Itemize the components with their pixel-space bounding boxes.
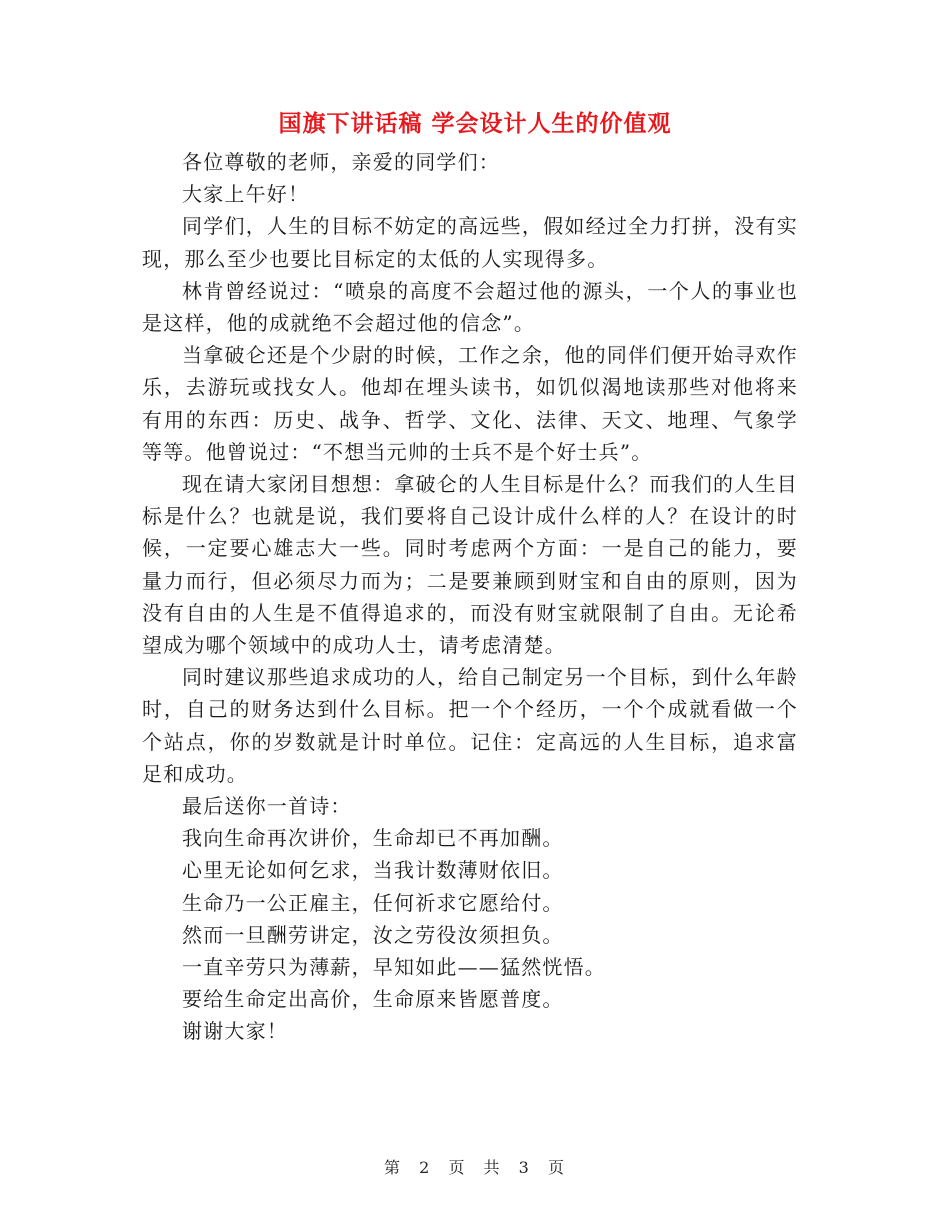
paragraph: 最后送你一首诗： xyxy=(182,794,352,819)
footer-total-pages: 3 xyxy=(518,1158,531,1177)
footer-current-page: 2 xyxy=(419,1158,432,1177)
poem-line: 我向生命再次讲价，生命却已不再加酬。 xyxy=(182,826,564,851)
paragraph-salutation: 各位尊敬的老师，亲爱的同学们： xyxy=(182,150,500,174)
paragraph: 林肯曾经说过：“喷泉的高度不会超过他的源头，一个人的事业也是这样，他的成就绝不会超过他的信念”。 xyxy=(142,278,798,336)
poem-line: 然而一旦酬劳讲定，汝之劳役汝须担负。 xyxy=(182,922,564,947)
footer-suffix: 页 xyxy=(547,1158,566,1177)
paragraph-greeting: 大家上午好！ xyxy=(182,182,310,207)
document-body xyxy=(142,146,798,1048)
page-footer xyxy=(0,1155,950,1178)
document-title: 国旗下讲话稿 学会设计人生的价值观 xyxy=(278,111,672,137)
poem-line: 要给生命定出高价，生命原来皆愿普度。 xyxy=(182,987,564,1012)
paragraph: 同学们，人生的目标不妨定的高远些，假如经过全力打拼，没有实现，那么至少也要比目标定的太低的人实现得多。 xyxy=(142,214,798,271)
footer-total-word: 共 xyxy=(483,1158,502,1177)
paragraph: 同时建议那些追求成功的人，给自己制定另一个目标，到什么年龄时，自己的财务达到什么目标。把一个个经历，一个个成就看做一个个站点，你的岁数就是计时单位。记住：定高远的人生目标，追求富足和成功。 xyxy=(142,665,798,786)
paragraph: 当拿破仑还是个少尉的时候，工作之余，他的同伴们便开始寻欢作乐，去游玩或找女人。他却在埋头读书，如饥似渴地读那些对他将来有用的东西：历史、战争、哲学、文化、法律、天文、地理、气象学等等。他曾说过：“不想当元帅的士兵不是个好士兵”。 xyxy=(142,343,798,464)
poem-line: 生命乃一公正雇主，任何祈求它愿给付。 xyxy=(182,890,564,915)
poem-line: 心里无论如何乞求，当我计数薄财依旧。 xyxy=(182,858,564,883)
poem-line: 一直辛劳只为薄薪，早知如此——猛然恍悟。 xyxy=(182,955,606,980)
footer-prefix: 第 xyxy=(384,1158,403,1177)
paragraph: 现在请大家闭目想想：拿破仑的人生目标是什么？而我们的人生目标是什么？也就是说，我们要将自己设计成什么样的人？在设计的时候，一定要心雄志大一些。同时考虑两个方面：一是自己的能力，要量力而行，但必须尽力而为；二是要兼顾到财宝和自由的原则，因为没有自由的人生是不值得追求的，而没有财宝就限制了自由。无论希望成为哪个领域中的成功人士，请考虑清楚。 xyxy=(142,472,798,658)
footer-page-word: 页 xyxy=(448,1158,467,1177)
paragraph-closing: 谢谢大家！ xyxy=(182,1019,288,1044)
